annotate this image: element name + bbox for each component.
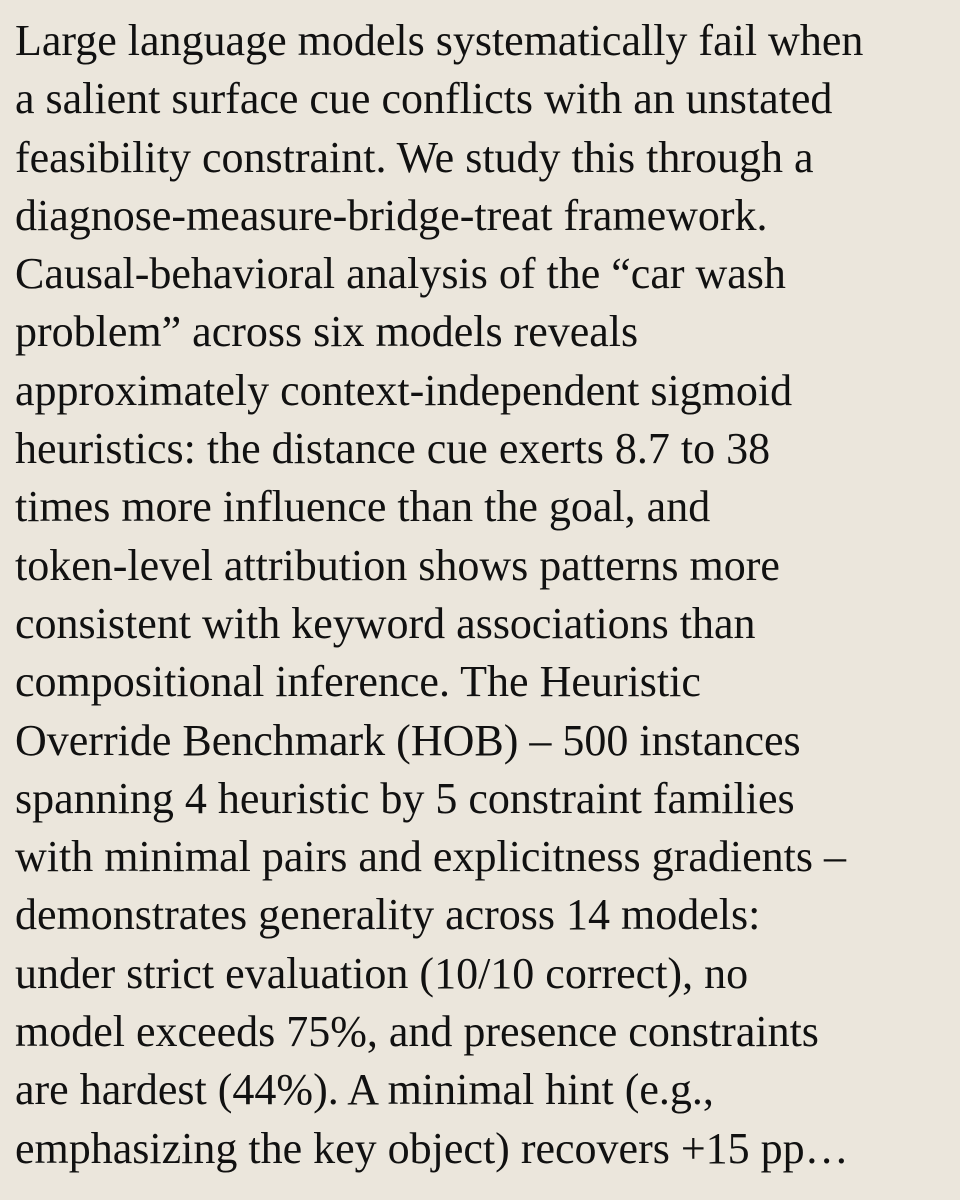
abstract-line: approximately context-independent sigmoid: [15, 365, 793, 415]
abstract-line: token-level attribution shows patterns more: [15, 540, 780, 590]
abstract-line: spanning 4 heuristic by 5 constraint families: [15, 773, 795, 823]
abstract-paragraph: [15, 12, 955, 1178]
abstract-line: Large language models systematically fail when: [15, 16, 864, 65]
abstract-line: compositional inference. The Heuristic: [15, 657, 701, 707]
abstract-line: are hardest (44%). A minimal hint (e.g.,: [15, 1065, 714, 1115]
abstract-line: consistent with keyword associations than: [15, 598, 756, 648]
abstract-line: Override Benchmark (HOB) – 500 instances: [15, 715, 801, 765]
abstract-line: heuristics: the distance cue exerts 8.7 to 38: [15, 424, 771, 474]
abstract-line: with minimal pairs and explicitness gradients –: [15, 832, 846, 882]
abstract-line: emphasizing the key object) recovers +15 pp…: [15, 1123, 849, 1173]
abstract-line: feasibility constraint. We study this through a: [15, 132, 814, 182]
abstract-line: under strict evaluation (10/10 correct), no: [15, 948, 749, 998]
abstract-line: problem” across six models reveals: [15, 307, 639, 357]
abstract-line: Causal-behavioral analysis of the “car wash: [15, 249, 786, 299]
abstract-line: diagnose-measure-bridge-treat framework.: [15, 190, 768, 240]
abstract-line: times more influence than the goal, and: [15, 482, 711, 532]
abstract-line: a salient surface cue conflicts with an unstated: [15, 74, 833, 124]
abstract-line: demonstrates generality across 14 models:: [15, 890, 761, 940]
abstract-line: model exceeds 75%, and presence constraints: [15, 1007, 819, 1057]
